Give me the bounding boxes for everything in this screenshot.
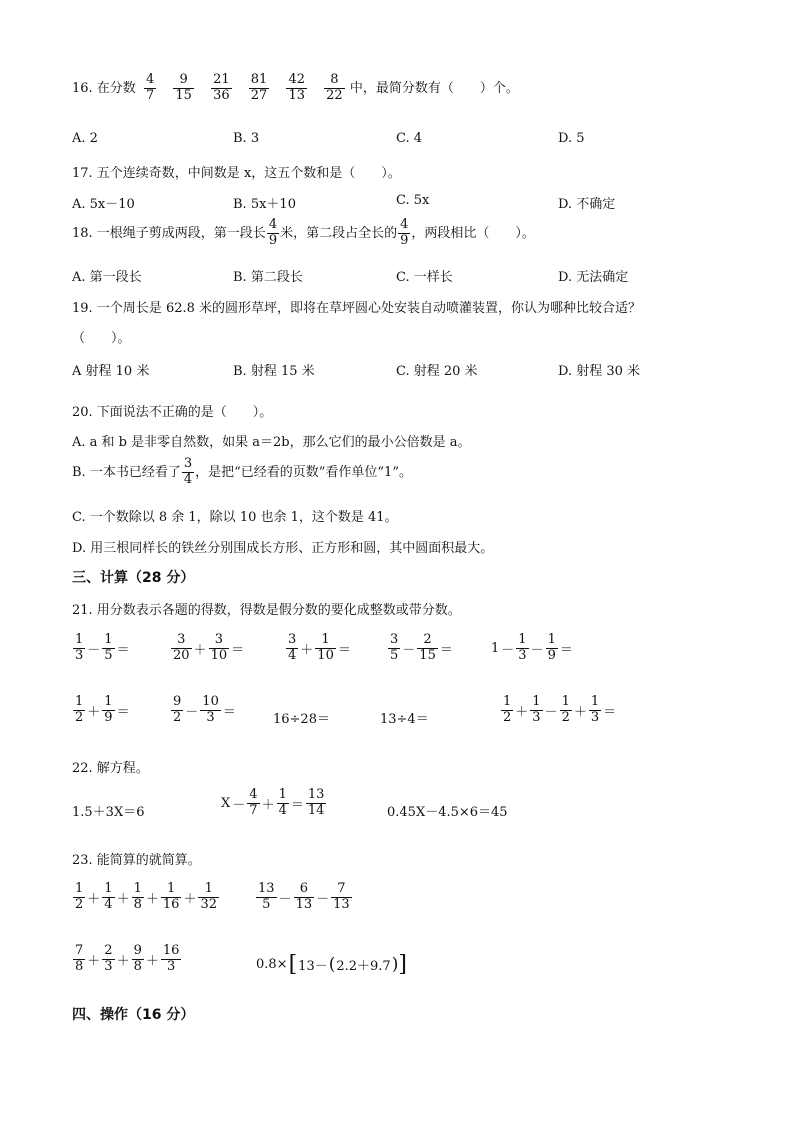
question-19: 19. 一个周长是 62.8 米的圆形草坪，即将在草坪圆心处安装自动喷灌装置，你认为哪种比较合适？ [72,301,642,316]
q18-suffix: ，两段相比（ ）。 [411,225,535,241]
q21-expr-3: $\frac{3}{4}$ ＋ $\frac{1}{10}$ ＝ [288,632,351,663]
q20-option-d: D. 用三根同样长的铁丝分别围成长方形、正方形和圆，其中圆面积最大。 [72,541,494,556]
q22-equation-3: 0.45X－4.5×6＝45 [387,805,508,820]
q17-option-a: A. 5x－10 [72,197,135,212]
q16-suffix: 中，最简分数有（ ）个。 [349,80,519,96]
fraction: $\frac{8}{22}$ [326,72,343,103]
question-22: 22. 解方程。 [72,761,149,776]
q18-prefix: 18. 一根绳子剪成两段，第一段长 [72,225,266,241]
q18-option-d: D. 无法确定 [558,270,629,285]
q19-option-c: C. 射程 20 米 [396,364,478,379]
q16-option-b: B. 3 [233,131,260,146]
question-18 [72,218,535,249]
section-3-title: 三、计算（28 分） [72,570,195,586]
fraction: $\frac{3}{4}$ [183,456,193,487]
q19-option-a: A 射程 10 米 [72,364,150,379]
q20-option-c: C. 一个数除以 8 余 1，除以 10 也余 1，这个数是 41。 [72,510,398,525]
q21-expr-2: $\frac{3}{20}$ ＋ $\frac{3}{10}$ ＝ [173,632,245,663]
section-4-title: 四、操作（16 分） [72,1007,195,1023]
q19-option-d: D. 射程 30 米 [558,364,641,379]
question-20: 20. 下面说法不正确的是（ ）。 [72,405,273,420]
fraction: $\frac{4}{7}$ [145,72,155,103]
fraction: $\frac{21}{36}$ [213,72,230,103]
q23-expr-4: 0.8×[13－(2.2＋9.7)] [256,952,407,977]
q21-expr-5: 1 － $\frac{1}{3}$ － $\frac{1}{9}$ ＝ [491,632,573,663]
q16-option-d: D. 5 [558,131,585,146]
q18-option-c: C. 一样长 [396,270,453,285]
q16-option-a: A. 2 [72,131,98,146]
q20-option-a: A. a 和 b 是非零自然数，如果 a＝2b，那么它们的最小公倍数是 a。 [72,435,471,450]
q17-option-b: B. 5x＋10 [233,197,296,212]
q21-expr-8: 16÷28＝ [273,712,330,727]
question-23: 23. 能简算的就简算。 [72,853,201,868]
q18-middle: 米，第二段占全长的 [280,225,398,241]
question-19-blank: （ ）。 [72,331,131,346]
question-21: 21. 用分数表示各题的得数，得数是假分数的要化成整数或带分数。 [72,603,461,618]
fraction: $\frac{42}{13}$ [288,72,305,103]
q22-equation-1: 1.5＋3X＝6 [72,805,145,820]
q19-option-b: B. 射程 15 米 [233,364,315,379]
q23-expr-3: $\frac{7}{8}$ ＋ $\frac{2}{3}$ ＋ $\frac{9}{8}$ ＋ $\frac{16}{3}$ [75,943,180,974]
q16-prefix: 16. 在分数 [72,80,136,96]
q21-expr-1: $\frac{1}{3}$ － $\frac{1}{5}$ ＝ [75,632,130,663]
q18-option-b: B. 第二段长 [233,270,303,285]
q20-b-suffix: ，是把“已经看的页数”看作单位“1”。 [195,464,412,480]
q16-option-c: C. 4 [396,131,423,146]
q21-expr-4: $\frac{3}{5}$ － $\frac{2}{15}$ ＝ [390,632,453,663]
q20-b-prefix: B. 一本书已经看了 [72,464,181,480]
q22-equation-2: X － $\frac{4}{7}$ ＋ $\frac{1}{4}$ ＝ $\frac{13}{14}$ [221,787,325,818]
question-16 [72,73,519,104]
q20-option-b [72,457,412,488]
q21-expr-7: $\frac{9}{2}$ － $\frac{10}{3}$ ＝ [173,694,236,725]
q17-option-d: D. 不确定 [558,197,616,212]
q21-expr-9: 13÷4＝ [380,712,429,727]
q21-expr-10: $\frac{1}{2}$ ＋ $\frac{1}{3}$ － $\frac{1}{2}$ ＋ $\frac{1}{3}$ ＝ [503,694,617,725]
fraction: $\frac{81}{27}$ [250,72,268,103]
q21-expr-6: $\frac{1}{2}$ ＋ $\frac{1}{9}$ ＝ [75,694,130,725]
q23-expr-1: $\frac{1}{2}$ ＋ $\frac{1}{4}$ ＋ $\frac{1}{8}$ ＋ $\frac{1}{16}$ ＋ $\frac{1}{32}$ [75,881,217,912]
q18-option-a: A. 第一段长 [72,270,142,285]
q23-expr-2: $\frac{13}{5}$ － $\frac{6}{13}$ － $\frac{7}{13}$ [258,881,350,912]
q17-option-c: C. 5x [396,193,430,208]
fraction: $\frac{4}{9}$ [400,217,409,248]
fraction: $\frac{9}{15}$ [175,72,192,103]
fraction: $\frac{4}{9}$ [268,217,278,248]
question-17: 17. 五个连续奇数，中间数是 x，这五个数和是（ ）。 [72,166,401,181]
